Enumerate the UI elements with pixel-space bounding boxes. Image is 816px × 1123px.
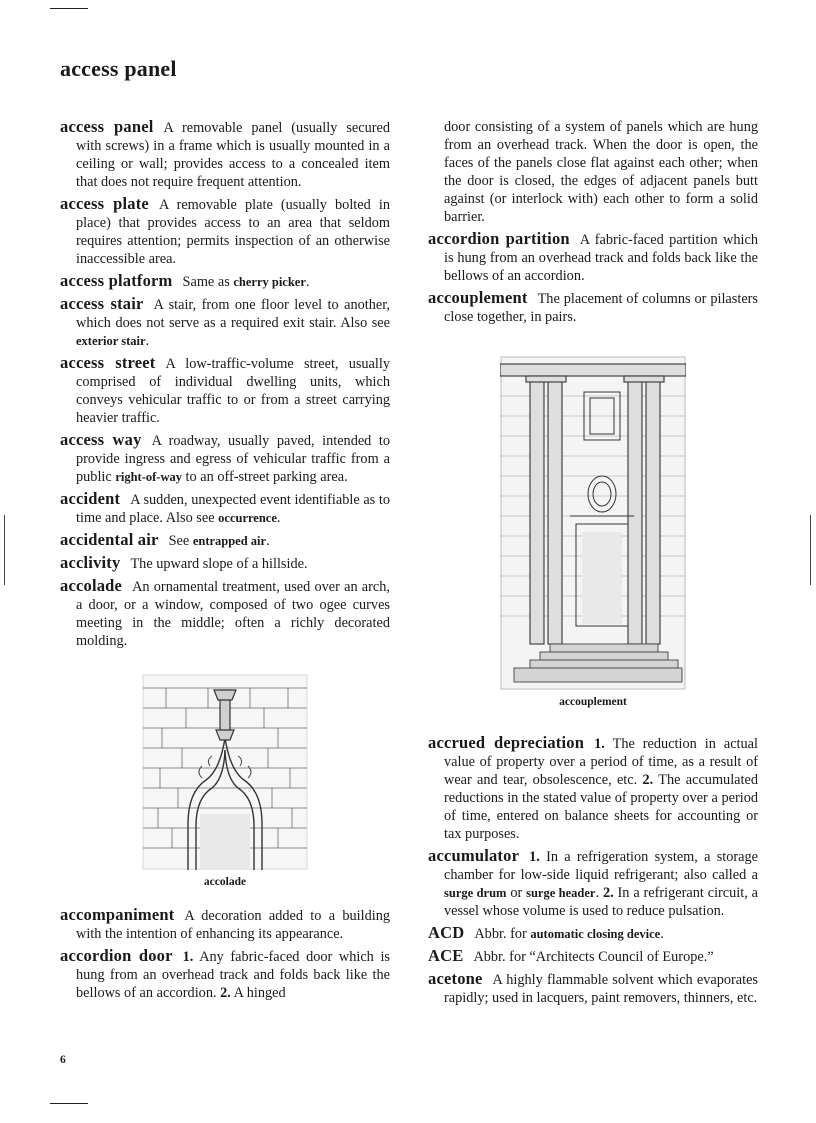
entry-term: accompaniment [60, 905, 175, 924]
entry-definition: Same as [182, 274, 230, 290]
entry-definition: Any fabric-faced door which is hung from an overhead track and folds back like the bellows of an accordion. [76, 949, 390, 1001]
entry-ace [428, 947, 758, 966]
entry-term: accordion door [60, 946, 173, 965]
margin-mark-left [4, 515, 5, 585]
entry-accidental-air [60, 531, 390, 550]
entry-access-plate [60, 195, 390, 268]
entry-definition: In a refrigerant circuit, a vessel whose volume is used to reduce pulsation. [444, 885, 759, 919]
entry-term: accumulator [428, 846, 520, 865]
entry-punctuation: . [276, 510, 281, 526]
paired-columns-facade-illustration-icon [500, 356, 686, 690]
entry-access-stair [60, 295, 390, 350]
sense-number: 2. [220, 985, 231, 1001]
entry-connector: or [506, 885, 527, 901]
entry-definition: A low-traffic-volume street, usually comprised of individual dwelling units, which conveys vehicular traffic to or from a street carrying heavier traffic. [76, 356, 390, 426]
entry-punctuation: . [266, 533, 270, 549]
entry-access-way [60, 431, 390, 486]
entry-term: accidental air [60, 530, 159, 549]
figure-accouplement [428, 356, 758, 708]
entry-definition: A removable plate (usually bolted in place) that provides access to an area that seldom requires attention; permits inspection of an otherwise inaccessible area. [76, 197, 390, 267]
entry-definition: The placement of columns or pilasters close together, in pairs. [444, 291, 758, 325]
entry-definition: A stair, from one floor level to another, which does not serve as a required exit stair. Also see [76, 297, 390, 331]
margin-mark-right [810, 515, 811, 585]
entry-access-platform [60, 272, 390, 291]
entry-term: access way [60, 430, 142, 449]
entry-definition: Abbr. for “Architects Council of Europe.” [473, 949, 714, 965]
entry-term: access stair [60, 294, 144, 313]
sense-number: 2. [602, 885, 614, 901]
cross-reference: occurrence [218, 511, 277, 525]
sense-number: 1. [594, 736, 605, 752]
cross-reference: automatic closing device [530, 927, 661, 941]
entry-definition: Abbr. for [474, 926, 527, 942]
entry-definition: A removable panel (usually secured with screws) in a frame which is usually mounted in a ceiling or wall; provides access to a concealed item that does not require frequent attention. [76, 120, 390, 190]
cross-reference: surge header [526, 886, 596, 900]
entry-accordion-door-continued [428, 118, 758, 226]
entry-term: accolade [60, 576, 123, 595]
entry-accouplement [428, 289, 758, 326]
cross-reference: cherry picker [233, 275, 306, 289]
entry-continuation: to an off-street parking area. [181, 469, 348, 485]
entry-term: acclivity [60, 553, 121, 572]
crop-mark-bottom [50, 1103, 88, 1104]
entry-punctuation: . [145, 333, 150, 349]
entry-term: ACE [428, 946, 464, 965]
sense-number: 1. [182, 949, 194, 965]
entry-term: accordion partition [428, 229, 570, 248]
entry-punctuation: . [660, 926, 664, 942]
entry-term: accouplement [428, 288, 528, 307]
entry-definition: The accumulated reductions in the stated value of property over a period of time, entered on balance sheets for accounting or tax purposes. [444, 772, 758, 842]
entry-accordion-partition [428, 230, 758, 285]
entry-accident [60, 490, 390, 527]
entry-definition: See [168, 533, 190, 549]
entry-definition-left-part: A hinged [233, 985, 286, 1001]
entry-definition: A decoration added to a building with the intention of enhancing its appearance. [76, 908, 390, 942]
figure-caption-accolade: accolade [203, 876, 247, 888]
entry-access-panel [60, 118, 390, 191]
entry-definition: The reduction in actual value of property over a period of time, as a result of wear and tear, obsolescence, etc. [444, 736, 758, 788]
entry-accumulator [428, 847, 758, 920]
entry-definition: A roadway, usually paved, intended to provide ingress and egress of vehicular traffic from a public [76, 433, 390, 485]
entry-definition: An ornamental treatment, used over an arch, a door, or a window, composed of two ogee curves meeting in the middle; often a richly decorated molding. [76, 579, 390, 649]
entry-definition: In a refrigeration system, a storage chamber for low-side liquid refrigerant; also called a [444, 849, 758, 883]
crop-mark-top [50, 8, 88, 9]
entry-term: acetone [428, 969, 483, 988]
entry-accordion-door [60, 947, 390, 1002]
figure-caption-accouplement: accouplement [559, 696, 627, 708]
accolade-arch-illustration-icon [142, 674, 308, 870]
left-column [60, 118, 390, 1006]
entry-definition: The upward slope of a hillside. [130, 556, 308, 572]
entry-term: access platform [60, 271, 173, 290]
entry-acclivity [60, 554, 390, 573]
entry-accompaniment [60, 906, 390, 943]
sense-number: 1. [529, 849, 540, 865]
entry-term: access plate [60, 194, 149, 213]
entry-punctuation: . [305, 274, 310, 290]
cross-reference: entrapped air [192, 534, 267, 548]
cross-reference: exterior stair [76, 334, 146, 348]
entry-term: accident [60, 489, 121, 508]
entry-definition: A sudden, unexpected event identifiable as to time and place. Also see [76, 492, 390, 526]
entry-term: access street [60, 353, 156, 372]
right-column [428, 118, 758, 1011]
entry-acd [428, 924, 758, 943]
cross-reference: right-of-way [115, 470, 182, 484]
cross-reference: surge drum [444, 886, 507, 900]
entry-definition: A fabric-faced partition which is hung from an overhead track and folds back like the bellows of an accordion. [444, 232, 758, 284]
entry-term: access panel [60, 117, 154, 136]
entry-definition: A highly flammable solvent which evaporates rapidly; used in lacquers, paint removers, thinners, etc. [444, 972, 758, 1006]
entry-term: ACD [428, 923, 465, 942]
entry-punctuation: . [595, 885, 600, 901]
entry-definition-continued: door consisting of a system of panels which are hung from an overhead track. When the door is open, the faces of the panels close flat against each other; when the door is closed, the edges of adjacent panels butt against (or interlock with) each other to form a solid barrier. [444, 119, 758, 225]
page-number: 6 [60, 1054, 66, 1066]
entry-access-street [60, 354, 390, 427]
running-head: access panel [60, 56, 177, 81]
entry-acetone [428, 970, 758, 1007]
entry-term: accrued depreciation [428, 733, 585, 752]
entry-accrued-depreciation [428, 734, 758, 843]
sense-number: 2. [642, 772, 654, 788]
entry-accolade [60, 577, 390, 650]
figure-accolade [60, 674, 390, 888]
